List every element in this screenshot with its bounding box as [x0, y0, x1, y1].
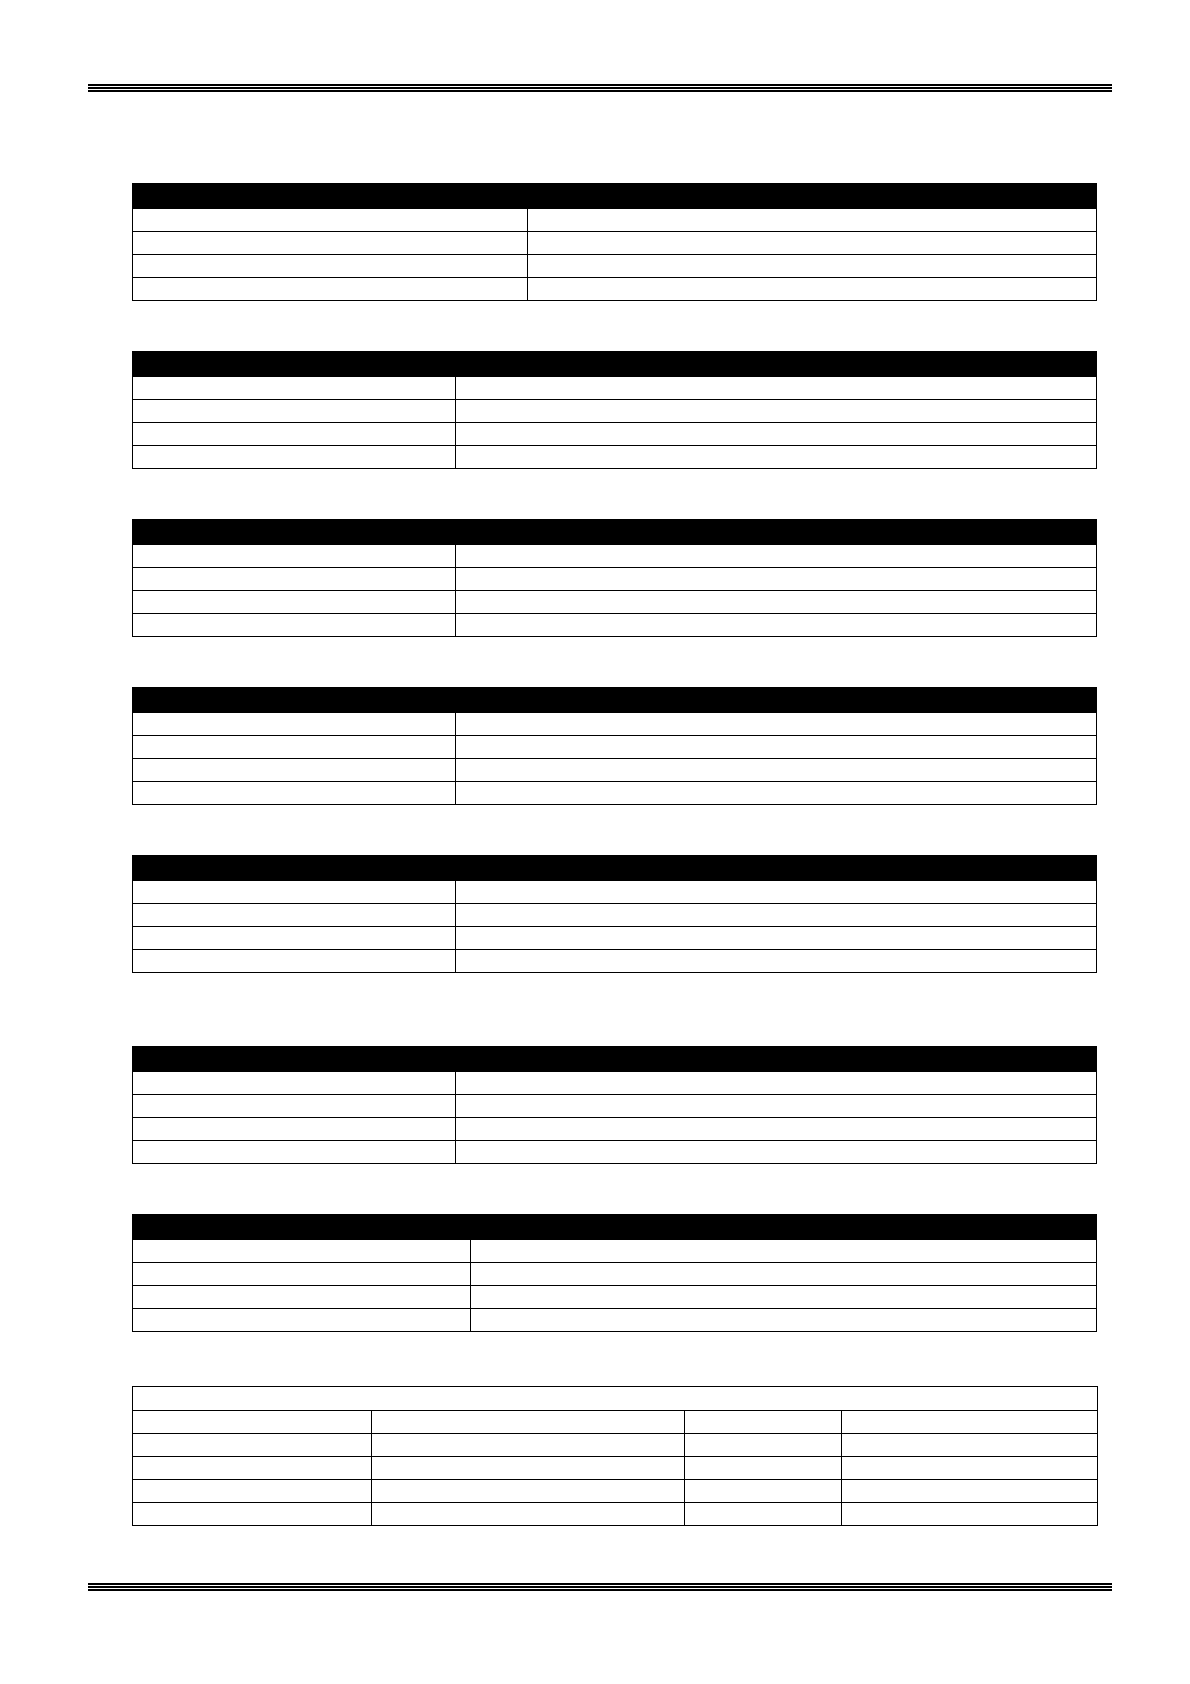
table-cell[interactable]	[842, 1503, 1098, 1526]
table-row	[133, 713, 1097, 736]
row-label-cell	[133, 1095, 456, 1118]
table-row	[133, 904, 1097, 927]
table-row	[133, 1118, 1097, 1141]
row-value-cell[interactable]	[456, 568, 1097, 591]
table-row	[133, 1503, 1098, 1526]
row-label-cell	[133, 950, 456, 973]
table-cell[interactable]	[133, 1503, 372, 1526]
table-title-row	[133, 1387, 1098, 1411]
row-value-cell[interactable]	[471, 1309, 1097, 1332]
row-label-cell	[133, 255, 528, 278]
table-row	[133, 568, 1097, 591]
table-row	[133, 446, 1097, 469]
row-label-cell	[133, 1263, 471, 1286]
header-rule	[88, 84, 1112, 92]
table-cell[interactable]	[372, 1411, 685, 1434]
table-row	[133, 255, 1097, 278]
table-row	[133, 782, 1097, 805]
table-row	[133, 881, 1097, 904]
row-label-cell	[133, 278, 528, 301]
table-row	[133, 377, 1097, 400]
table-header-bar	[133, 1047, 1097, 1072]
row-value-cell[interactable]	[456, 1072, 1097, 1095]
table-header-bar	[133, 352, 1097, 377]
row-label-cell	[133, 545, 456, 568]
row-label-cell	[133, 446, 456, 469]
row-value-cell[interactable]	[456, 400, 1097, 423]
table-row	[133, 1309, 1097, 1332]
table-cell[interactable]	[372, 1457, 685, 1480]
table-header-bar	[133, 688, 1097, 713]
table-cell[interactable]	[842, 1411, 1098, 1434]
table-header-bar	[133, 856, 1097, 881]
table-cell[interactable]	[372, 1480, 685, 1503]
table-cell[interactable]	[133, 1411, 372, 1434]
table-row	[133, 1141, 1097, 1164]
table-row	[133, 614, 1097, 637]
row-label-cell	[133, 759, 456, 782]
table-cell[interactable]	[842, 1434, 1098, 1457]
footer-rule	[88, 1583, 1112, 1591]
row-value-cell[interactable]	[456, 904, 1097, 927]
row-label-cell	[133, 1240, 471, 1263]
row-value-cell[interactable]	[528, 209, 1097, 232]
table-cell[interactable]	[685, 1411, 842, 1434]
table-row	[133, 1411, 1098, 1434]
table-header-bar	[133, 184, 1097, 209]
table-cell[interactable]	[372, 1503, 685, 1526]
table-row	[133, 400, 1097, 423]
table-row	[133, 950, 1097, 973]
form-table-7	[132, 1214, 1097, 1332]
row-value-cell[interactable]	[456, 545, 1097, 568]
row-value-cell[interactable]	[471, 1263, 1097, 1286]
table-row	[133, 591, 1097, 614]
row-label-cell	[133, 614, 456, 637]
row-value-cell[interactable]	[456, 446, 1097, 469]
table-row	[133, 1072, 1097, 1095]
row-value-cell[interactable]	[456, 759, 1097, 782]
row-label-cell	[133, 232, 528, 255]
row-value-cell[interactable]	[471, 1240, 1097, 1263]
table-row	[133, 209, 1097, 232]
row-label-cell	[133, 1309, 471, 1332]
form-table-6	[132, 1046, 1097, 1164]
table-row	[133, 1286, 1097, 1309]
row-label-cell	[133, 1072, 456, 1095]
table-row	[133, 545, 1097, 568]
table-cell[interactable]	[842, 1457, 1098, 1480]
row-value-cell[interactable]	[528, 232, 1097, 255]
table-row	[133, 1240, 1097, 1263]
row-value-cell[interactable]	[456, 782, 1097, 805]
row-label-cell	[133, 736, 456, 759]
row-value-cell[interactable]	[456, 377, 1097, 400]
form-table-8	[132, 1386, 1098, 1526]
row-label-cell	[133, 568, 456, 591]
table-cell[interactable]	[685, 1503, 842, 1526]
row-label-cell	[133, 881, 456, 904]
row-label-cell	[133, 591, 456, 614]
row-label-cell	[133, 1118, 456, 1141]
row-value-cell[interactable]	[456, 591, 1097, 614]
form-table-3	[132, 519, 1097, 637]
table-cell[interactable]	[372, 1434, 685, 1457]
table-row	[133, 1263, 1097, 1286]
row-value-cell[interactable]	[456, 1118, 1097, 1141]
table-cell[interactable]	[133, 1434, 372, 1457]
row-value-cell[interactable]	[456, 950, 1097, 973]
table-header-bar	[133, 1215, 1097, 1240]
table-row	[133, 423, 1097, 446]
row-label-cell	[133, 1141, 456, 1164]
row-value-cell[interactable]	[456, 614, 1097, 637]
table-cell[interactable]	[133, 1480, 372, 1503]
row-value-cell[interactable]	[528, 255, 1097, 278]
form-table-1	[132, 183, 1097, 301]
row-label-cell	[133, 927, 456, 950]
row-label-cell	[133, 423, 456, 446]
table-row	[133, 1457, 1098, 1480]
table-cell[interactable]	[685, 1457, 842, 1480]
row-label-cell	[133, 713, 456, 736]
row-value-cell[interactable]	[456, 1141, 1097, 1164]
row-value-cell[interactable]	[528, 278, 1097, 301]
row-value-cell[interactable]	[456, 881, 1097, 904]
table-cell[interactable]	[685, 1434, 842, 1457]
row-value-cell[interactable]	[456, 927, 1097, 950]
table-row	[133, 1434, 1098, 1457]
row-label-cell	[133, 904, 456, 927]
table-row	[133, 1480, 1098, 1503]
row-label-cell	[133, 209, 528, 232]
table-row	[133, 278, 1097, 301]
form-table-2	[132, 351, 1097, 469]
row-value-cell[interactable]	[456, 736, 1097, 759]
row-value-cell[interactable]	[456, 713, 1097, 736]
table-row	[133, 1095, 1097, 1118]
row-value-cell[interactable]	[456, 423, 1097, 446]
table-row	[133, 927, 1097, 950]
table-row	[133, 232, 1097, 255]
table-cell[interactable]	[133, 1457, 372, 1480]
row-label-cell	[133, 782, 456, 805]
row-label-cell	[133, 377, 456, 400]
table-row	[133, 736, 1097, 759]
table-header-bar	[133, 520, 1097, 545]
row-label-cell	[133, 400, 456, 423]
row-label-cell	[133, 1286, 471, 1309]
row-value-cell[interactable]	[471, 1286, 1097, 1309]
form-table-5	[132, 855, 1097, 973]
table-cell[interactable]	[842, 1480, 1098, 1503]
row-value-cell[interactable]	[456, 1095, 1097, 1118]
table-row	[133, 759, 1097, 782]
table-cell[interactable]	[685, 1480, 842, 1503]
form-table-4	[132, 687, 1097, 805]
